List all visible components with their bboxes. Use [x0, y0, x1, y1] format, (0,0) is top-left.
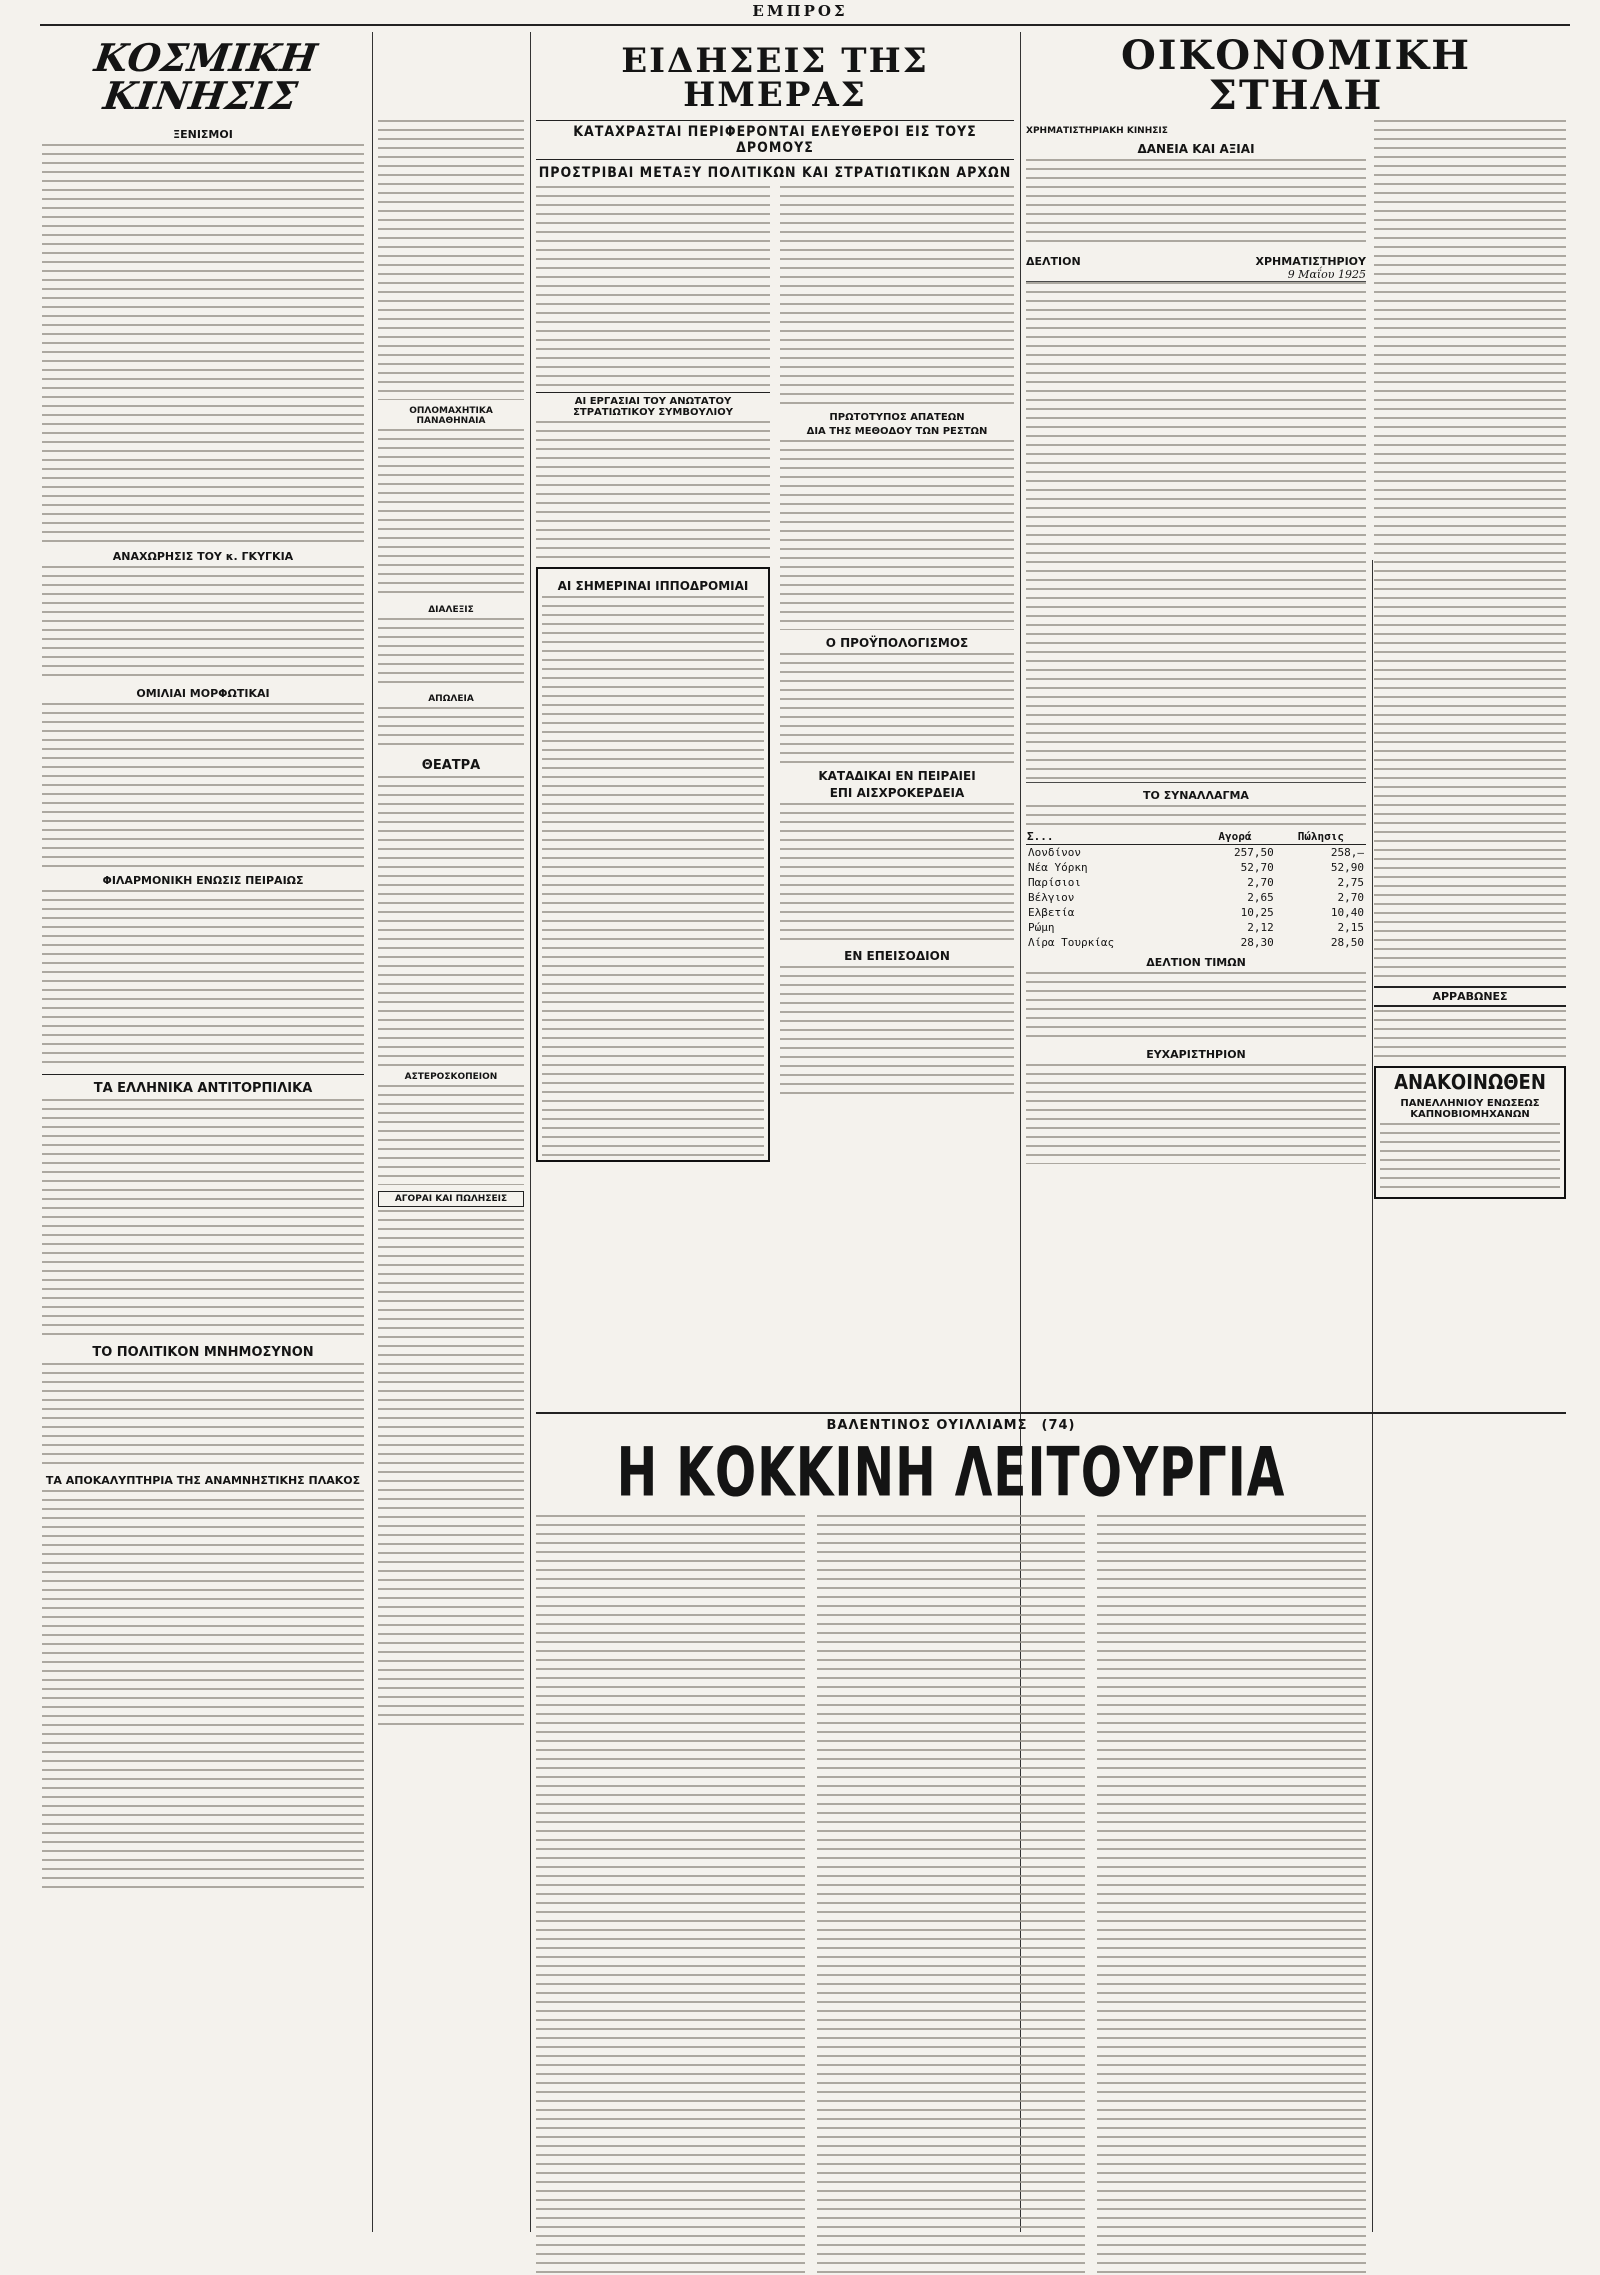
text-block	[378, 120, 524, 400]
serial-author: ΒΑΛΕΝΤΙΝΟΣ ΟΥΙΛΛΙΑΜΣ	[826, 1418, 1028, 1433]
exchange-cell: 10,40	[1330, 906, 1364, 919]
exchange-cell: 2,75	[1337, 876, 1364, 889]
exchange-row	[1026, 920, 1366, 935]
center-column	[536, 32, 1014, 1168]
exchange-cell: 258,—	[1330, 846, 1364, 859]
text-block	[1374, 1010, 1566, 1060]
exchange-cell: Ρώμη	[1028, 921, 1055, 934]
right-heading: ΤΟ ΣΥΝΑΛΛΑΓΜΑ	[1143, 789, 1249, 802]
text-block	[42, 144, 364, 544]
right-heading: ΧΡΗΜΑΤΙΣΤΗΡΙΟΥ	[1255, 255, 1366, 268]
exchange-table	[1026, 829, 1366, 950]
exchange-cell: Ελβετία	[1028, 906, 1075, 919]
top-rule	[40, 24, 1570, 26]
exchange-row	[1026, 890, 1366, 905]
column-divider	[372, 32, 373, 2232]
text-block	[536, 186, 770, 386]
right-banner: ΟΙΚΟΝΟΜΙΚΗ ΣΤΗΛΗ	[1120, 32, 1472, 119]
text-block	[1374, 120, 1566, 980]
text-block	[817, 1515, 1086, 2275]
text-block	[1026, 972, 1366, 1042]
left-heading: ΑΝΑΧΩΡΗΣΙΣ ΤΟΥ κ. ΓΚΥΓΚΙΑ	[112, 550, 294, 563]
text-block	[42, 1490, 364, 1890]
exchange-row	[1026, 860, 1366, 875]
text-block	[780, 803, 1014, 943]
text-block	[42, 703, 364, 868]
mid-heading: ΟΠΛΟΜΑΧΗΤΙΚΑ ΠΑΝΑΘΗΝΑΙΑ	[409, 406, 493, 426]
left-heading: ΦΙΛΑΡΜΟΝΙΚΗ ΕΝΩΣΙΣ ΠΕΙΡΑΙΩΣ	[102, 874, 304, 887]
column-divider	[530, 32, 531, 2232]
exchange-header: Αγορά	[1194, 829, 1276, 845]
bulletin-date: 9 Μαΐου 1925	[1287, 268, 1366, 281]
left-banner: ΚΟΣΜΙΚΗ ΚΙΝΗΣΙΣ	[91, 35, 320, 118]
center-heading: Ο ΠΡΟΫΠΟΛΟΓΙΣΜΟΣ	[825, 636, 969, 650]
text-block	[780, 966, 1014, 1096]
left-heading: ΤΟ ΠΟΛΙΤΙΚΟΝ ΜΝΗΜΟΣΥΝΟΝ	[92, 1345, 314, 1360]
mid-left-column	[378, 120, 524, 1730]
serial-number: (74)	[1041, 1418, 1076, 1433]
text-block	[42, 1363, 364, 1468]
text-block	[42, 890, 364, 1070]
text-block	[42, 1099, 364, 1339]
center-heading: ΑΙ ΣΗΜΕΡΙΝΑΙ ΙΠΠΟΔΡΟΜΙΑΙ	[557, 579, 749, 593]
serial-section	[536, 1418, 1366, 2275]
text-block	[536, 1515, 805, 2275]
center-heading: ΔΙΑ ΤΗΣ ΜΕΘΟΔΟΥ ΤΩΝ ΡΕΣΤΩΝ	[806, 426, 988, 437]
exchange-header: Σ...	[1026, 829, 1194, 845]
right-heading: ΔΕΛΤΙΟΝ ΤΙΜΩΝ	[1146, 956, 1246, 969]
left-heading: ΤΑ ΕΛΛΗΝΙΚΑ ΑΝΤΙΤΟΡΠΙΛΙΚΑ	[93, 1081, 313, 1096]
text-block	[1026, 1064, 1366, 1164]
center-kicker: ΚΑΤΑΧΡΑΣΤΑΙ ΠΕΡΙΦΕΡΟΝΤΑΙ ΕΛΕΥΘΕΡΟΙ ΕΙΣ ΤΟΥΣ ΔΡΟΜΟΥΣ	[536, 120, 1014, 160]
left-subhead: ΞΕΝΙΣΜΟΙ	[173, 128, 233, 141]
right-heading: ΔΕΛΤΙΟΝ	[1026, 255, 1081, 268]
exchange-header: Πώλησις	[1276, 829, 1366, 845]
masthead: ΕΜΠΡΟΣ	[752, 2, 848, 20]
announcement-title: ΑΝΑΚΟΙΝΩΘΕΝ	[1394, 1070, 1546, 1094]
exchange-cell: 2,15	[1337, 921, 1364, 934]
center-heading: ΚΑΤΑΔΙΚΑΙ ΕΝ ΠΕΙΡΑΙΕΙ	[818, 769, 976, 783]
text-block	[378, 707, 524, 752]
text-block	[378, 1085, 524, 1185]
center-banner: ΕΙΔΗΣΕΙΣ ΤΗΣ ΗΜΕΡΑΣ	[621, 41, 929, 115]
exchange-row	[1026, 935, 1366, 950]
exchange-cell: Βέλγιον	[1028, 891, 1075, 904]
right-heading: ΧΡΗΜΑΤΙΣΤΗΡΙΑΚΗ ΚΙΝΗΣΙΣ	[1026, 126, 1168, 136]
center-heading: ΕΠΙ ΑΙΣΧΡΟΚΕΡΔΕΙΑ	[829, 786, 965, 800]
engagements-heading: ΑΡΡΑΒΩΝΕΣ	[1374, 986, 1566, 1007]
mid-heading: ΔΙΑΛΕΞΙΣ	[428, 605, 474, 615]
mid-heading: ΑΣΤΕΡΟΣΚΟΠΕΙΟΝ	[404, 1072, 498, 1082]
text-block	[536, 421, 770, 561]
right-section	[1026, 32, 1566, 1199]
text-block	[780, 653, 1014, 763]
left-heading: ΤΑ ΑΠΟΚΑΛΥΠΤΗΡΙΑ ΤΗΣ ΑΝΑΜΝΗΣΤΙΚΗΣ ΠΛΑΚΟΣ	[45, 1474, 361, 1487]
text-block	[1380, 1123, 1560, 1193]
serial-title: Η ΚΟΚΚΙΝΗ ΛΕΙΤΟΥΡΓΙΑ	[616, 1432, 1286, 1512]
exchange-cell: 2,12	[1247, 921, 1274, 934]
exchange-cell: Λονδίνον	[1028, 846, 1081, 859]
exchange-row	[1026, 845, 1366, 861]
right-heading: ΕΥΧΑΡΙΣΤΗΡΙΟΝ	[1146, 1048, 1246, 1061]
mid-heading: ΑΓΟΡΑΙ ΚΑΙ ΠΩΛΗΣΕΙΣ	[378, 1191, 524, 1207]
right-heading: ΔΑΝΕΙΑ ΚΑΙ ΑΞΙΑΙ	[1137, 142, 1255, 156]
race-listings	[542, 596, 764, 1156]
text-block	[1097, 1515, 1366, 2275]
mid-heading: ΘΕΑΤΡΑ	[421, 758, 481, 773]
text-block	[378, 1210, 524, 1730]
exchange-cell: 2,70	[1247, 876, 1274, 889]
text-block	[1026, 159, 1366, 249]
exchange-cell: 28,50	[1330, 936, 1364, 949]
exchange-cell: 257,50	[1233, 846, 1274, 859]
exchange-cell: 2,70	[1337, 891, 1364, 904]
exchange-cell: 52,70	[1240, 861, 1274, 874]
exchange-cell: Λίρα Τουρκίας	[1028, 936, 1115, 949]
announcement-subtitle: ΠΑΝΕΛΛΗΝΙΟΥ ΕΝΩΣΕΩΣ ΚΑΠΝΟΒΙΟΜΗΧΑΝΩΝ	[1400, 1098, 1540, 1120]
center-heading: ΑΙ ΕΡΓΑΣΙΑΙ ΤΟΥ ΑΝΩΤΑΤΟΥ ΣΤΡΑΤΙΩΤΙΚΟΥ ΣΥΜΒΟΥΛΙΟΥ	[536, 392, 770, 418]
exchange-row	[1026, 905, 1366, 920]
exchange-cell: 52,90	[1330, 861, 1364, 874]
serial-rule	[536, 1412, 1566, 1414]
text-block	[1026, 805, 1366, 825]
text-block	[780, 186, 1014, 406]
mid-heading: ΑΠΩΛΕΙΑ	[428, 694, 474, 704]
stock-tables	[1026, 281, 1366, 783]
text-block	[780, 440, 1014, 630]
exchange-cell: Νέα Υόρκη	[1028, 861, 1088, 874]
exchange-cell: 28,30	[1240, 936, 1274, 949]
left-heading: ΟΜΙΛΙΑΙ ΜΟΡΦΩΤΙΚΑΙ	[136, 687, 270, 700]
exchange-row	[1026, 875, 1366, 890]
text-block	[42, 566, 364, 681]
text-block	[378, 776, 524, 1066]
exchange-cell: 10,25	[1240, 906, 1274, 919]
center-heading: ΠΡΩΤΟΤΥΠΟΣ ΑΠΑΤΕΩΝ	[829, 412, 965, 423]
exchange-cell: Παρίσιοι	[1028, 876, 1081, 889]
center-heading: ΕΝ ΕΠΕΙΣΟΔΙΟΝ	[844, 949, 950, 963]
text-block	[378, 618, 524, 688]
center-headline: ΠΡΟΣΤΡΙΒΑΙ ΜΕΤΑΞΥ ΠΟΛΙΤΙΚΩΝ ΚΑΙ ΣΤΡΑΤΙΩΤΙΚΩΝ ΑΡΧΩΝ	[538, 165, 1012, 181]
exchange-cell: 2,65	[1247, 891, 1274, 904]
left-column	[42, 32, 364, 1890]
text-block	[378, 429, 524, 599]
